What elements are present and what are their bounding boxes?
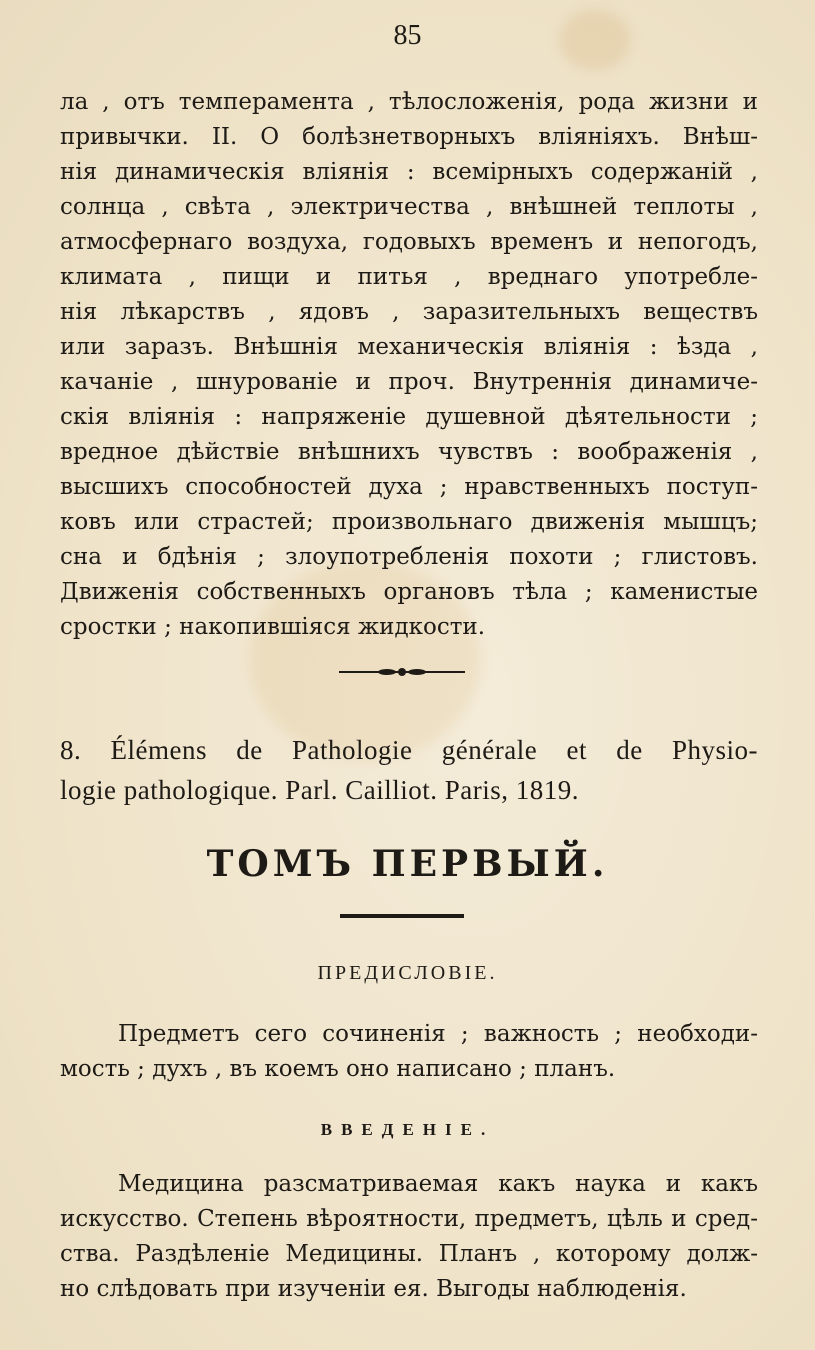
text-line: ства. Раздѣленіе Медицины. Планъ , которому долж- (60, 1241, 758, 1267)
text-line: привычки. II. О болѣзнетворныхъ вліяніяхъ. Внѣш- (60, 124, 758, 150)
top-paragraph (60, 85, 758, 645)
text-line: скія вліянія : напряженіе душевной дѣятельности ; (60, 404, 758, 430)
book-entry-line: logie pathologique. Parl. Cailliot. Paris, 1819. (60, 775, 579, 805)
text-line: ла , отъ темперамента , тѣлосложенія, рода жизни и (60, 89, 758, 115)
text-line: нія лѣкарствъ , ядовъ , заразительныхъ веществъ (60, 299, 758, 325)
preface-paragraph (60, 1017, 758, 1087)
introduction-paragraph (60, 1167, 758, 1307)
text-line: Предметъ сего сочиненія ; важность ; необходи- (118, 1021, 758, 1047)
introduction-heading: ВВЕДЕНІЕ. (320, 1120, 495, 1139)
text-line: Медицина разсматриваемая какъ наука и какъ (118, 1171, 758, 1197)
text-line: мость ; духъ , въ коемъ оно написано ; планъ. (60, 1056, 616, 1082)
text-line: солнца , свѣта , электричества , внѣшней теплоты , (60, 194, 758, 220)
text-line: искусство. Степень вѣроятности, предметъ, цѣль и сред- (60, 1206, 758, 1232)
text-line: сростки ; накопившіяся жидкости. (60, 614, 486, 640)
text-line: Движенія собственныхъ органовъ тѣла ; каменистые (60, 579, 758, 605)
book-entry-line: 8. Élémens de Pathologie générale et de Physio- (60, 735, 758, 765)
text-line: климата , пищи и питья , вреднаго употребле- (60, 264, 758, 290)
text-line: высшихъ способностей духа ; нравственныхъ поступ- (60, 474, 758, 500)
text-line: нія динамическія вліянія : всемірныхъ содержаній , (60, 159, 758, 185)
page-number: 85 (393, 20, 422, 51)
text-line: вредное дѣйствіе внѣшнихъ чувствъ : воображенія , (60, 439, 758, 465)
book-entry (60, 730, 758, 810)
volume-title: ТОМЪ ПЕРВЫЙ. (206, 843, 609, 885)
title-rule (340, 914, 464, 918)
text-line: ковъ или страстей; произвольнаго движенія мышцъ; (60, 509, 758, 535)
preface-heading: ПРЕДИСЛОВІЕ. (317, 962, 498, 984)
text-line: качаніе , шнурованіе и проч. Внутреннія динамиче- (60, 369, 758, 395)
text-line: или заразъ. Внѣшнія механическія вліянія : ѣзда , (60, 334, 758, 360)
text-line: сна и бдѣнія ; злоупотребленія похоти ; глистовъ. (60, 544, 758, 570)
ornament-divider (339, 666, 465, 678)
text-line: атмосфернаго воздуха, годовыхъ временъ и непогодъ, (60, 229, 758, 255)
text-line: но слѣдовать при изученіи ея. Выгоды наблюденія. (60, 1276, 687, 1302)
